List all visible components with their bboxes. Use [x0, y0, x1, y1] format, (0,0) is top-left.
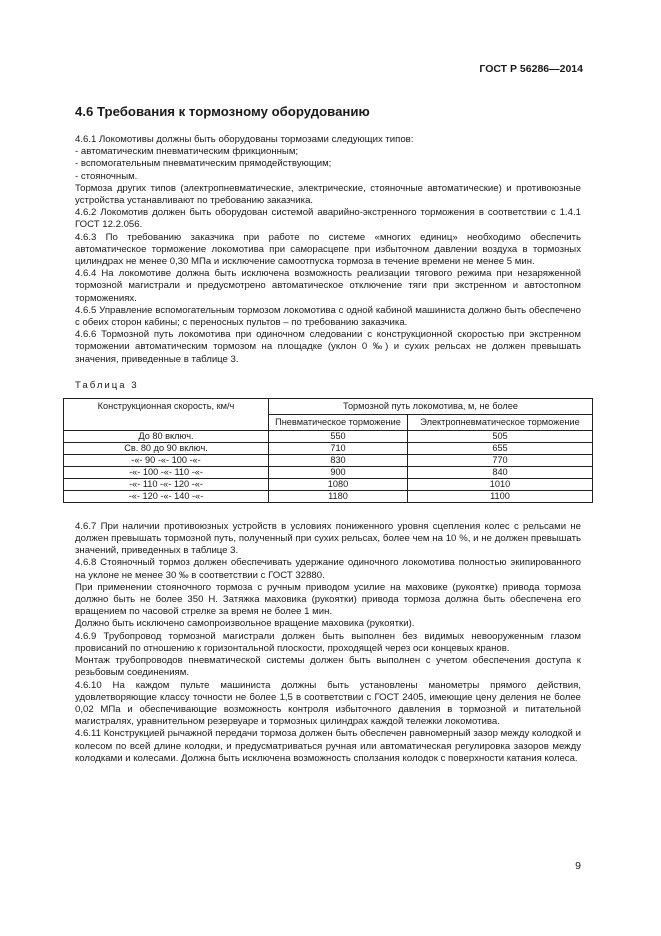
- paragraph: Тормоза других типов (электропневматические, электрические, стояночные автоматические) и противоюзные устройства устанавливают по требованию заказчика.: [75, 182, 581, 207]
- table-cell: 655: [408, 442, 593, 454]
- table-cell: 830: [269, 454, 408, 466]
- table-row: [64, 478, 593, 490]
- table-cell: -«- 90 -«- 100 -«-: [64, 454, 269, 466]
- braking-distance-table: [63, 398, 593, 503]
- table-cell: 710: [269, 442, 408, 454]
- section-continuation: [75, 521, 581, 765]
- paragraph: 4.6.8 Стояночный тормоз должен обеспечивать удержание одиночного локомотива полностью экипированного на уклоне не менее 30 ‰ в соответствии с ГОСТ 32880.: [75, 557, 581, 581]
- paragraph: 4.6.1 Локомотивы должны быть оборудованы тормозами следующих типов:: [75, 134, 414, 145]
- list-item: - автоматическим пневматическим фрикционным;: [75, 146, 299, 158]
- paragraph: 4.6.6 Тормозной путь локомотива при одиночном следовании с конструкционной скоростью при экстренном торможении автоматическим тормозом на площадке (уклон 0 ‰) и сухих рельсах не должен превышать значения, приведенные в таблице 3.: [75, 329, 581, 365]
- table-cell: -«- 110 -«- 120 -«-: [64, 478, 269, 490]
- table-row: [64, 442, 593, 454]
- table-cell: Св. 80 до 90 включ.: [64, 442, 269, 454]
- section-title: 4.6 Требования к тормозному оборудованию: [75, 104, 370, 119]
- document-header: ГОСТ Р 56286—2014: [479, 63, 583, 75]
- paragraph: 4.6.5 Управление вспомогательным тормозом локомотива с одной кабиной машиниста должно быть обеспечено с обеих сторон кабины; с переносных пультов – по требованию заказчика.: [75, 304, 581, 329]
- paragraph: 4.6.4 На локомотиве должна быть исключена возможность реализации тягового режима при незаряженной тормозной магистрали и предусмотрено автоматическое отключение тяги при экстренном и автостопном торможениях.: [75, 268, 581, 304]
- paragraph: 4.6.11 Конструкцией рычажной передачи тормоза должен быть обеспечен равномерный зазор между колодкой и колесом по всей длине колодки, и предусматриваться ручная или автоматическая регулировка зазоров между колодками и колесами. Должна быть исключена возможность сползания колодок с поверхности катания колеса.: [75, 728, 581, 764]
- list-item: - вспомогательным пневматическим прямодействующим;: [75, 158, 332, 170]
- paragraph: 4.6.10 На каждом пульте машиниста должны быть установлены манометры прямого действия, удовлетворяющие классу точности не более 1,5 в соответствии с ГОСТ 2405, имеющие цену деления не более 0,02 МПа и обеспечивающие возможность контроля избыточного давления в тормозной и питательной магистралях, уравнительном резервуаре и тормозных цилиндрах каждой тележки локомотива.: [75, 679, 581, 728]
- paragraph: 4.6.3 По требованию заказчика при работе по системе «многих единиц» необходимо обеспечить автоматическое торможение локомотива при саморасцепе при избыточном давлении воздуха в тормозных цилиндрах не менее 0,30 МПа и исключение самоотпуска тормоза в течение времени не менее 5 мин.: [75, 231, 581, 268]
- paragraph: Монтаж трубопроводов пневматической системы должен быть выполнен с учетом обеспечения доступа к резьбовым соединениям.: [75, 655, 581, 679]
- table-cell: 505: [408, 430, 593, 442]
- paragraph: 4.6.7 При наличии противоюзных устройств в условиях пониженного уровня сцепления колес с рельсами не должен превышать тормозной путь, полученный при сухих рельсах, более чем на 10 %, и не должен превышать значений, приведенных в таблице 3.: [75, 520, 581, 557]
- table-header-pneumatic: Пневматическое торможение: [269, 414, 408, 430]
- table-cell: 900: [269, 466, 408, 478]
- table-cell: 840: [408, 466, 593, 478]
- page-content: [75, 104, 581, 765]
- paragraph: 4.6.2 Локомотив должен быть оборудован системой аварийно-экстренного торможения в соответствии с 1.4.1 ГОСТ 12.2.056.: [75, 207, 581, 231]
- list-item: - стояночным.: [75, 170, 138, 182]
- table-cell: 1080: [269, 478, 408, 490]
- table-row: [64, 454, 593, 466]
- paragraph: При применении стояночного тормоза с ручным приводом усилие на маховике (рукоятке) привода тормоза должно быть не более 350 Н. Затяжка маховика (рукоятки) привода тормоза должна быть обеспечена его вращением по часовой стрелке за время не более 1 мин.: [75, 581, 581, 618]
- table-cell: До 80 включ.: [64, 430, 269, 442]
- table-cell: 550: [269, 430, 408, 442]
- table-cell: 1100: [408, 490, 593, 502]
- table-caption: Таблица 3: [75, 379, 139, 391]
- table-header-group: Тормозной путь локомотива, м, не более: [269, 398, 593, 414]
- table-cell: 1010: [408, 478, 593, 490]
- table-cell: 1180: [269, 490, 408, 502]
- paragraph: Должно быть исключено самопроизвольное вращение маховика (рукоятки).: [75, 618, 415, 630]
- paragraph: 4.6.9 Трубопровод тормозной магистрали должен быть выполнен без видимых невооруженным глазом провисаний по отношению к горизонтальной плоскости, проходящей через оси концевых кранов.: [75, 630, 581, 654]
- table-header-speed: Конструкционная скорость, км/ч: [64, 398, 269, 430]
- table-cell: 770: [408, 454, 593, 466]
- page-number: 9: [575, 860, 581, 872]
- table-row: [64, 466, 593, 478]
- table-row: [64, 430, 593, 442]
- table-cell: -«- 100 -«- 110 -«-: [64, 466, 269, 478]
- table-row: [64, 490, 593, 502]
- table-cell: -«- 120 -«- 140 -«-: [64, 490, 269, 502]
- table-header-electropneumatic: Электропневматическое торможение: [408, 414, 593, 430]
